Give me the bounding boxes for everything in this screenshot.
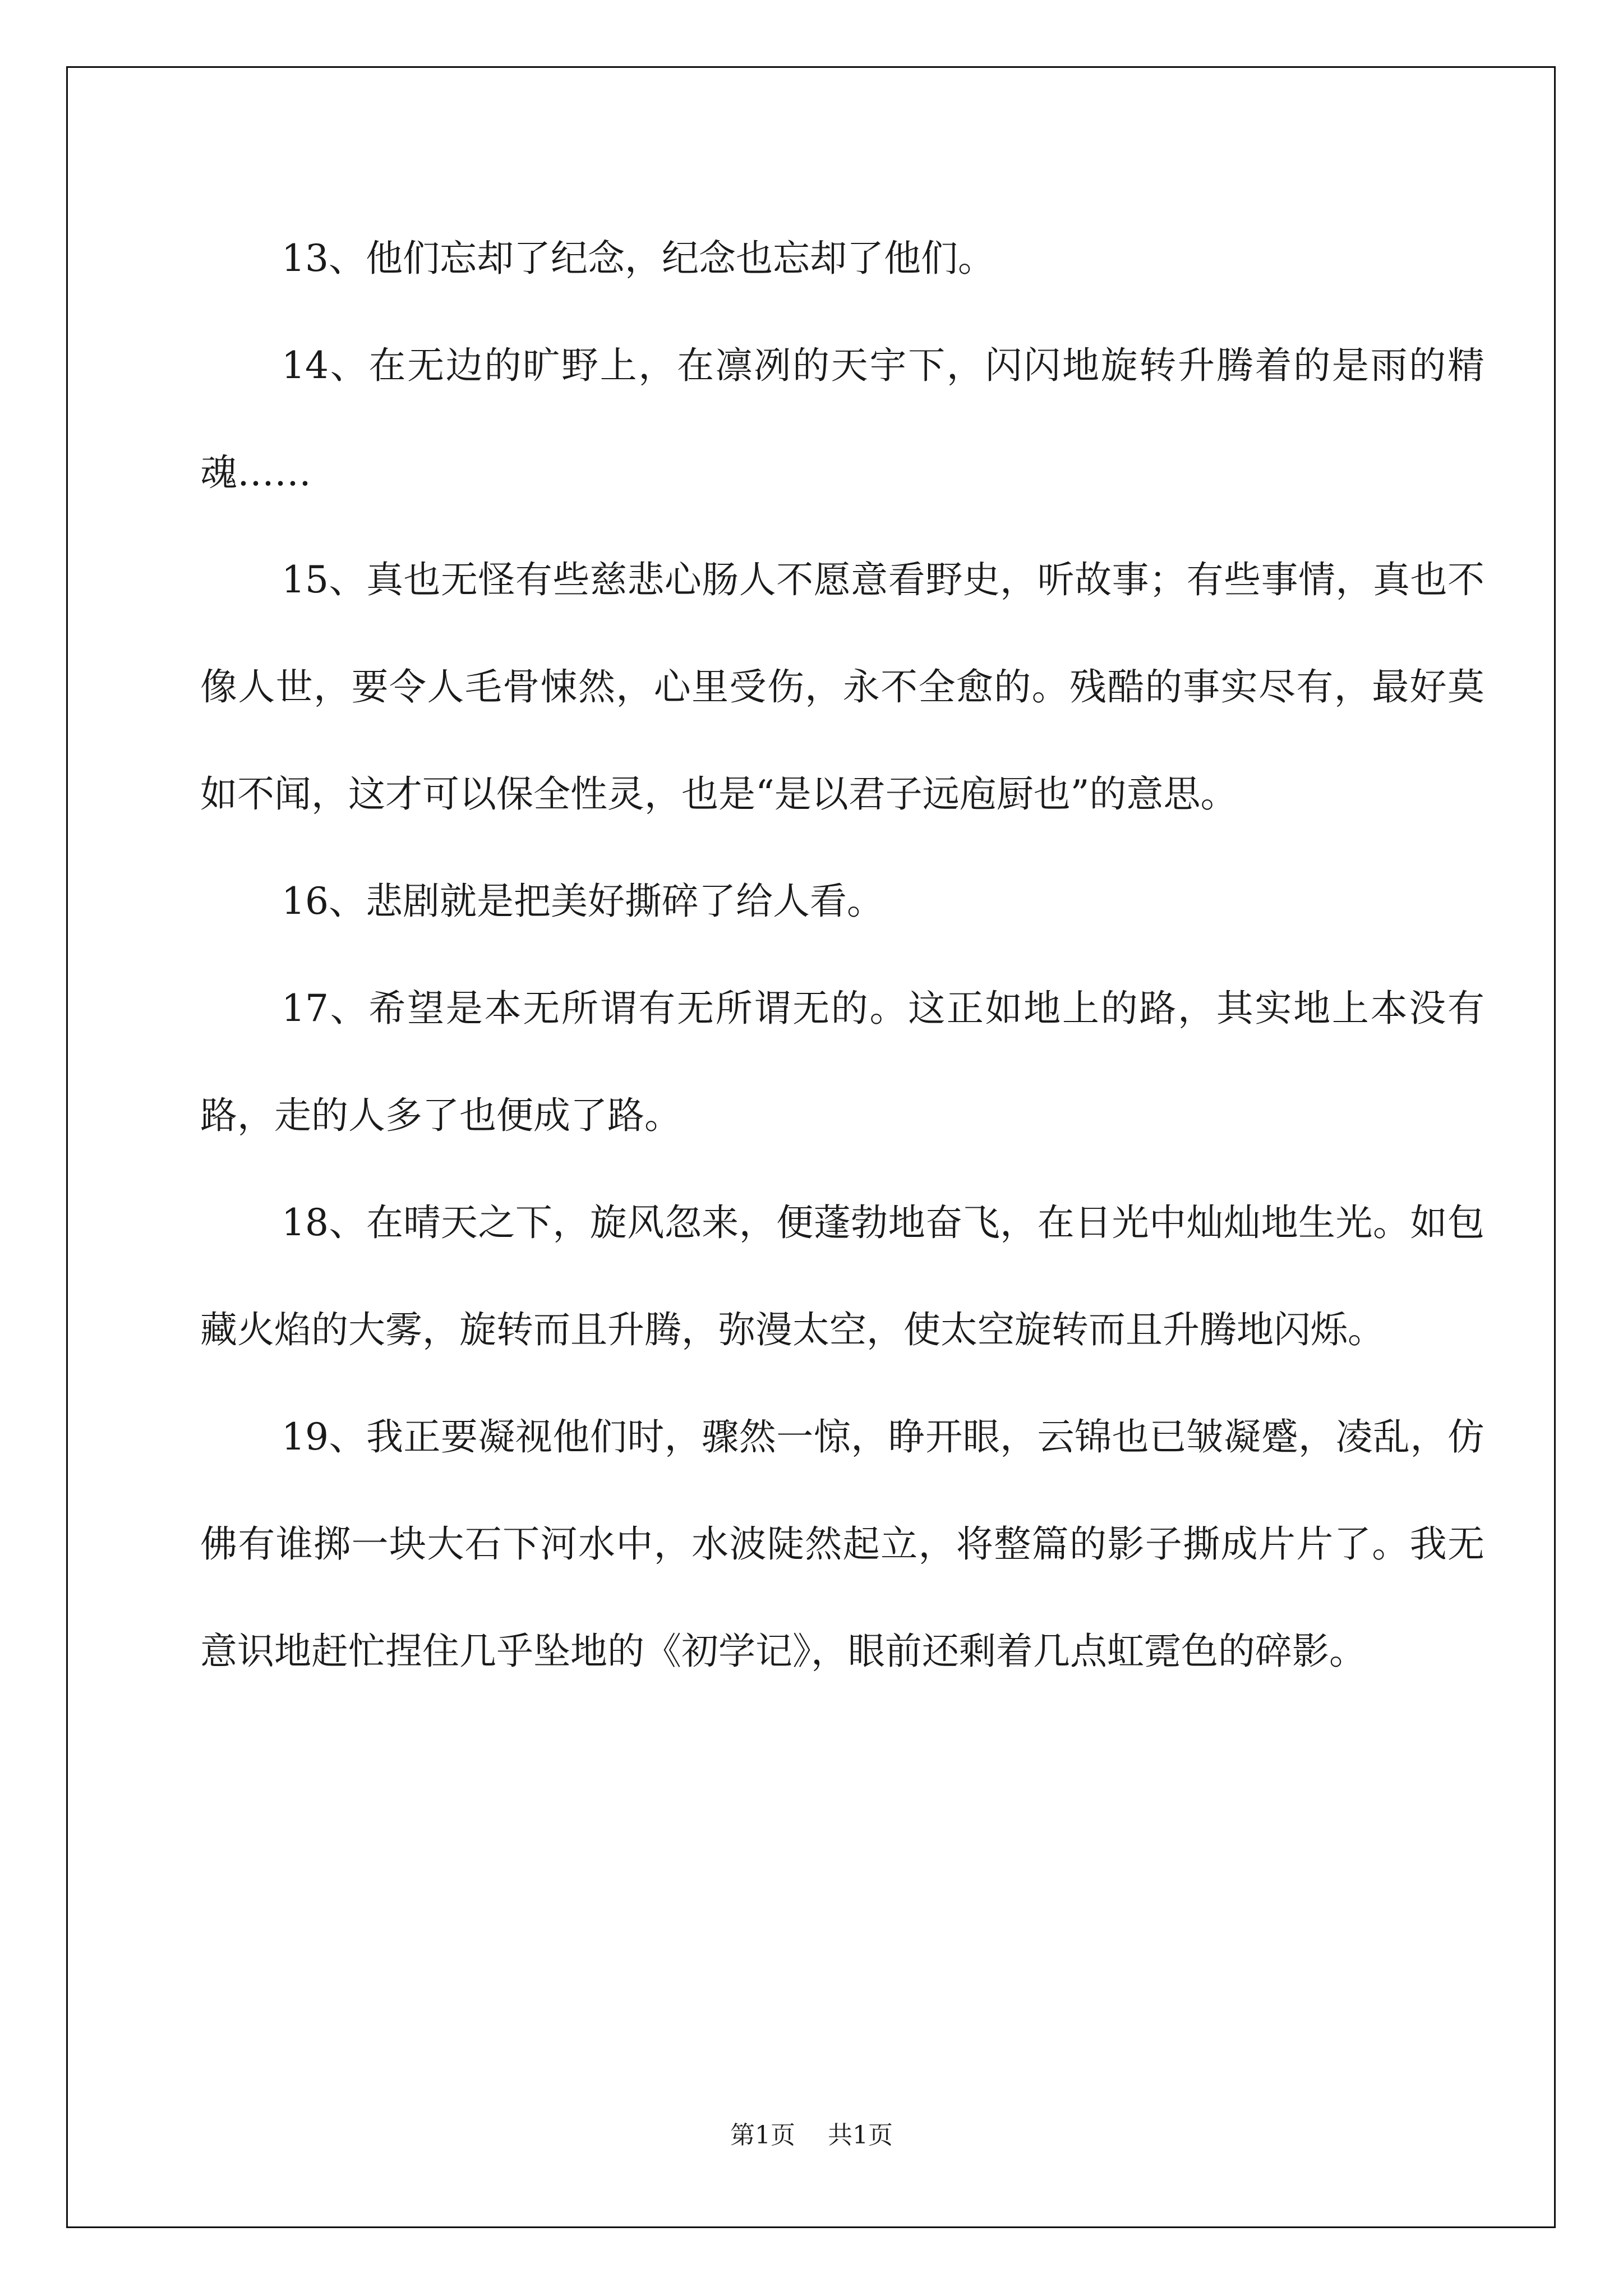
paragraph-16: 16、悲剧就是把美好撕碎了给人看。	[282, 880, 884, 923]
paragraph-13: 13、他们忘却了纪念，纪念也忘却了他们。	[282, 237, 995, 280]
paragraph-17: 17、希望是本无所谓有无所谓无的。这正如地上的路，其实地上本没有路，走的人多了也便成了路。	[200, 987, 1484, 1137]
paragraph-15: 15、真也无怪有些慈悲心肠人不愿意看野史，听故事；有些事情，真也不像人世，要令人毛骨悚然，心里受伤，永不全愈的。残酷的事实尽有，最好莫如不闻，这才可以保全性灵，也是“是以君子远庖厨也”的意思。	[200, 558, 1484, 816]
document-body	[200, 205, 1484, 1705]
page-footer	[0, 2115, 1623, 2151]
page-total: 共1页	[828, 2121, 893, 2150]
paragraph-19: 19、我正要凝视他们时，骤然一惊，睁开眼，云锦也已皱凝蹙，凌乱，仿佛有谁掷一块大石下河水中，水波陡然起立，将整篇的影子撕成片片了。我无意识地赶忙捏住几乎坠地的《初学记》，眼前还剩着几点虹霓色的碎影。	[200, 1415, 1484, 1673]
paragraph-14: 14、在无边的旷野上，在凛冽的天宇下，闪闪地旋转升腾着的是雨的精魂……	[200, 344, 1484, 494]
paragraph-18: 18、在晴天之下，旋风忽来，便蓬勃地奋飞，在日光中灿灿地生光。如包藏火焰的大雾，旋转而且升腾，弥漫太空，使太空旋转而且升腾地闪烁。	[200, 1201, 1484, 1351]
page-number: 第1页	[730, 2121, 795, 2150]
